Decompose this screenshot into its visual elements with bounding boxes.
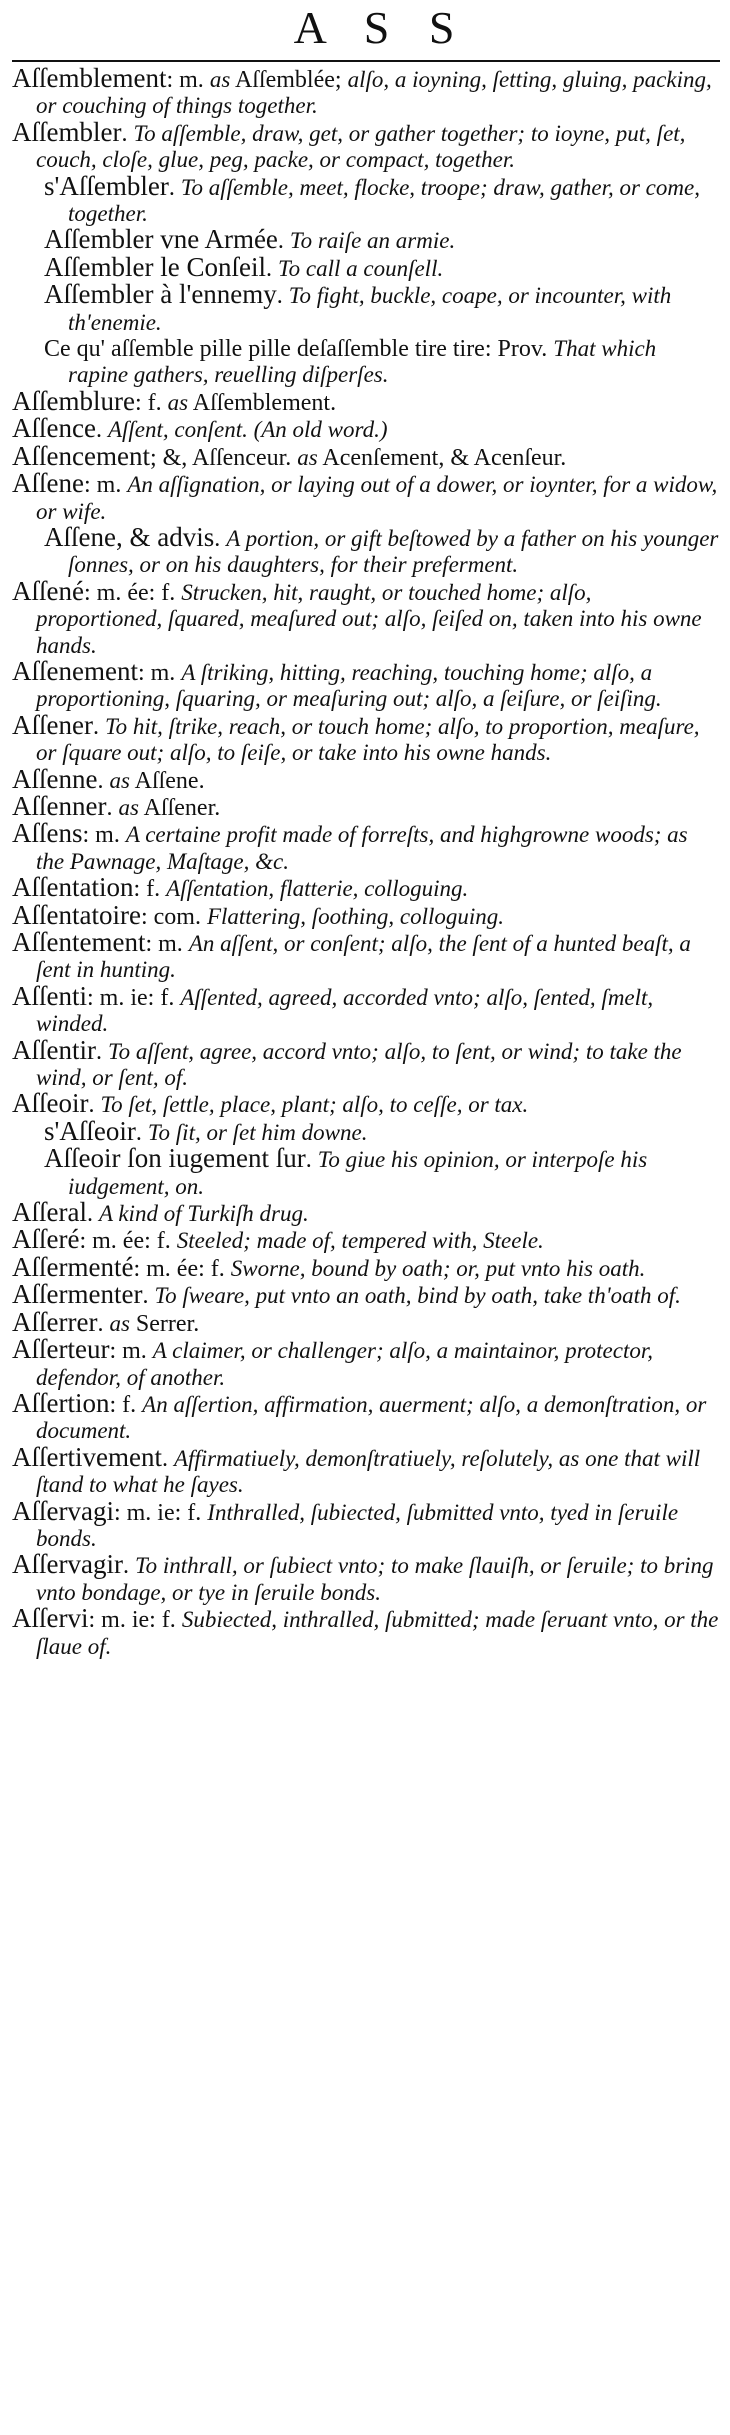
dictionary-entry	[12, 1088, 720, 1119]
sub-entry	[12, 1143, 720, 1200]
definition: Sworne, bound by oath; or, put vnto his oath.	[230, 1255, 646, 1281]
grammar-note: Aſſener.	[138, 794, 221, 821]
grammar-note: .	[86, 1201, 99, 1228]
headword: Aſſertion	[12, 1387, 110, 1418]
definition: as	[109, 767, 130, 793]
definition: as	[167, 389, 189, 415]
headword: Aſſens	[12, 818, 83, 849]
definition: To call a counſell.	[277, 255, 444, 281]
grammar-note: .	[168, 174, 181, 201]
headword: Aſſentir	[12, 1034, 96, 1065]
headword: Aſſentement	[12, 927, 146, 957]
definition: Strucken, hit, raught, or touched home; alſo, proportioned, ſquared, meaſured out; alſo, ſeiſed on, taken into his owne hands.	[36, 579, 702, 658]
grammar-note: Aſſemblement.	[188, 389, 337, 416]
dictionary-entry	[12, 1224, 720, 1255]
grammar-note: Aſſemblée;	[230, 67, 348, 93]
headword: Aſſene	[12, 468, 84, 499]
definition: To aſſent, agree, accord vnto; alſo, to ſent, or wind; to take the wind, or ſent, of.	[36, 1038, 682, 1091]
dictionary-entry	[12, 818, 720, 875]
dictionary-entry	[12, 1387, 720, 1445]
headword: Aſſermenté	[12, 1251, 134, 1282]
definition: A ſtriking, hitting, reaching, touching home; alſo, a proportioning, ſquaring, or meaſuring out; alſo, a ſeiſure, or ſeiſing.	[36, 659, 662, 712]
dictionary-entry	[12, 440, 720, 471]
grammar-note: .	[142, 1283, 155, 1310]
definition: To ſet, ſettle, place, plant; alſo, to ceſſe, or tax.	[100, 1092, 529, 1118]
definition: A portion, or gift beſtowed by a father on his younger ſonnes, or on his daughters, for their preferment.	[68, 525, 719, 578]
definition: To giue his opinion, or interpoſe his iudgement, on.	[68, 1147, 648, 1199]
grammar-note: : m. ée: f.	[79, 1228, 177, 1255]
headword: Aſſertivement	[12, 1441, 162, 1472]
grammar-note: .	[92, 713, 105, 740]
headword: Aſſencement	[12, 440, 150, 471]
grammar-note: : m. ie: f.	[87, 984, 181, 1011]
dictionary-entry	[12, 899, 720, 930]
definition: Subiected, inthralled, ſubmitted; made ſeruant vnto, or the ſlaue of.	[36, 1607, 719, 1659]
grammar-note: .	[97, 1310, 110, 1337]
dictionary-entry	[12, 1251, 720, 1282]
grammar-note: : com.	[140, 903, 207, 930]
headword: Aſſerrer	[12, 1306, 98, 1337]
definition: An aſſertion, affirmation, auerment; alſo, a demonſtration, or document.	[36, 1391, 707, 1444]
grammar-note: .	[161, 1445, 174, 1472]
grammar-note: Acenſement, & Acenſeur.	[317, 444, 567, 471]
grammar-note: .	[277, 228, 290, 255]
definition: To fight, buckle, coape, or incounter, with th'enemie.	[68, 283, 672, 335]
dictionary-entry	[12, 709, 720, 767]
grammar-note: .	[95, 1038, 108, 1065]
headword: Aſſemblement	[12, 63, 167, 93]
headword: Aſſenement	[12, 655, 138, 686]
headword: Aſſene, & advis	[44, 521, 215, 552]
dictionary-entry	[12, 872, 720, 903]
page-header: A S S	[293, 2, 469, 53]
grammar-note: : m. ée: f.	[133, 1255, 231, 1282]
definition: as	[297, 444, 318, 470]
definition: To aſſemble, meet, flocke, troope; draw, gather, or come, together.	[68, 174, 700, 227]
definition: An aſſignation, or laying out of a dower, or ioynter, for a widow, or wife.	[36, 472, 718, 524]
grammar-note: .	[88, 1092, 101, 1119]
dictionary-entry	[12, 1549, 720, 1606]
dictionary-entry	[12, 1306, 720, 1337]
dictionary-entry	[12, 575, 720, 659]
grammar-note: .	[106, 794, 119, 821]
headword: Aſſené	[12, 575, 84, 606]
dictionary-entry	[12, 1197, 720, 1228]
dictionary-entry	[12, 1603, 720, 1660]
sub-entry	[12, 336, 720, 389]
dictionary-entry	[12, 1279, 720, 1310]
definition: Aſſent, conſent. (An old word.)	[107, 417, 388, 443]
sub-entry	[12, 1115, 720, 1146]
sub-entry	[12, 170, 720, 228]
definition: To ſit, or ſet him downe.	[147, 1119, 368, 1145]
headword: Aſſervagir	[12, 1549, 123, 1580]
headword: Aſſence	[12, 413, 96, 444]
grammar-note: : m. ie: f.	[88, 1607, 182, 1634]
grammar-note: : m.	[82, 822, 126, 849]
dictionary-entry	[12, 385, 720, 416]
grammar-note: .	[214, 525, 227, 552]
dictionary-entry	[12, 980, 720, 1038]
definition: An aſſent, or conſent; alſo, the ſent of a hunted beaſt, a ſent in hunting.	[36, 931, 691, 983]
headword: Aſſembler vne Armée	[44, 224, 278, 255]
grammar-note: : f.	[133, 876, 167, 903]
definition: To raiſe an armie.	[289, 228, 456, 254]
definition: A kind of Turkiſh drug.	[98, 1201, 309, 1227]
definition: Flattering, ſoothing, colloguing.	[206, 903, 505, 929]
grammar-note: .	[265, 255, 278, 282]
dictionary-entry	[12, 655, 720, 713]
definition: Inthralled, ſubiected, ſubmitted vnto, tyed in ſeruile bonds.	[36, 1499, 679, 1551]
headword: Aſſerteur	[12, 1334, 110, 1365]
grammar-note: : f.	[134, 389, 168, 416]
definition: A certaine profit made of forreſts, and highgrowne woods; as the Pawnage, Maſtage, &c.	[36, 822, 688, 874]
grammar-note: : m. ie: f.	[113, 1499, 208, 1526]
grammar-note: ; &, Aſſenceur.	[149, 444, 298, 471]
entry-list	[12, 63, 720, 1660]
definition: Steeled; made of, tempered with, Steele.	[176, 1228, 544, 1254]
grammar-note: Ce qu' aſſemble pille pille deſaſſemble tire tire: Prov.	[44, 336, 554, 363]
grammar-note: : f.	[109, 1391, 143, 1418]
grammar-note: : m. ée: f.	[83, 579, 182, 606]
definition: alſo, a ioyning, ſetting, gluing, packing, or couching of things together.	[36, 67, 712, 119]
sub-entry	[12, 279, 720, 336]
dictionary-entry	[12, 468, 720, 525]
headword: Aſſembler à l'ennemy	[44, 279, 277, 310]
headword: Aſſembler le Conſeil	[44, 251, 266, 282]
definition: as	[118, 794, 139, 820]
headword: s'Aſſeoir	[44, 1115, 136, 1146]
headword: Aſſermenter	[12, 1279, 143, 1310]
dictionary-entry	[12, 790, 720, 821]
definition: A claimer, or challenger; alſo, a maintainor, protector, defendor, of another.	[36, 1338, 654, 1390]
headword: Aſſenne	[12, 763, 98, 794]
definition: Aſſented, agreed, accorded vnto; alſo, ſented, ſmelt, winded.	[36, 984, 654, 1037]
headword: Aſſeré	[12, 1224, 80, 1255]
headword: Aſſeral	[12, 1197, 87, 1228]
grammar-note: Aſſene.	[129, 767, 205, 794]
headword: s'Aſſembler	[44, 170, 169, 201]
headword: Aſſembler	[12, 116, 122, 147]
definition: Aſſentation, flatterie, colloguing.	[166, 876, 469, 902]
grammar-note: : m.	[137, 659, 182, 686]
headword: Aſſervi	[12, 1603, 89, 1634]
sub-entry	[12, 521, 720, 579]
headword: Aſſervagi	[12, 1495, 114, 1526]
headword: Aſſener	[12, 709, 93, 740]
grammar-note: .	[122, 1553, 135, 1580]
grammar-note: .	[135, 1119, 148, 1146]
header-rule	[12, 60, 720, 62]
definition: To aſſemble, draw, get, or gather together; to ioyne, put, ſet, couch, cloſe, glue, peg, packe, or compact, together.	[36, 120, 686, 173]
grammar-note: .	[97, 767, 110, 794]
grammar-note: : m.	[145, 931, 189, 957]
headword: Aſſeoir ſon iugement ſur	[44, 1143, 306, 1174]
headword: Aſſenner	[12, 790, 107, 821]
dictionary-entry	[12, 1495, 720, 1553]
dictionary-entry	[12, 116, 720, 174]
grammar-note: : m.	[109, 1338, 153, 1365]
dictionary-entry	[12, 1034, 720, 1092]
definition: as	[209, 67, 231, 92]
dictionary-entry	[12, 927, 720, 984]
headword: Aſſentatoire	[12, 899, 141, 930]
grammar-note: .	[276, 283, 289, 310]
definition: To ſweare, put vnto an oath, bind by oath, take th'oath of.	[154, 1283, 681, 1309]
dictionary-entry	[12, 413, 720, 444]
headword: Aſſemblure	[12, 385, 135, 416]
headword: Aſſenti	[12, 980, 87, 1011]
grammar-note: : m.	[83, 472, 128, 499]
dictionary-entry	[12, 63, 720, 120]
grammar-note: Serrer.	[129, 1310, 200, 1337]
dictionary-entry	[12, 1334, 720, 1391]
dictionary-entry	[12, 1441, 720, 1499]
headword: Aſſentation	[12, 872, 134, 903]
grammar-note: .	[95, 417, 108, 444]
definition: Affirmatiuely, demonſtratiuely, reſolutely, as one that will ſtand to what he ſayes.	[36, 1445, 701, 1498]
grammar-note: : m.	[166, 67, 210, 93]
sub-entry	[12, 251, 720, 282]
definition: That which rapine gathers, reuelling diſperſes.	[68, 336, 657, 388]
definition: To hit, ſtrike, reach, or touch home; alſo, to proportion, meaſure, or ſquare out; alſo, to ſeiſe, or take into his owne hands.	[36, 713, 700, 766]
definition: To inthrall, or ſubiect vnto; to make ſlauiſh, or ſeruile; to bring vnto bondage, or tye in ſeruile bonds.	[36, 1553, 714, 1605]
grammar-note: .	[121, 120, 134, 147]
dictionary-entry	[12, 763, 720, 794]
sub-entry	[12, 224, 720, 255]
headword: Aſſeoir	[12, 1088, 89, 1119]
definition: as	[109, 1310, 130, 1336]
grammar-note: .	[305, 1147, 318, 1174]
